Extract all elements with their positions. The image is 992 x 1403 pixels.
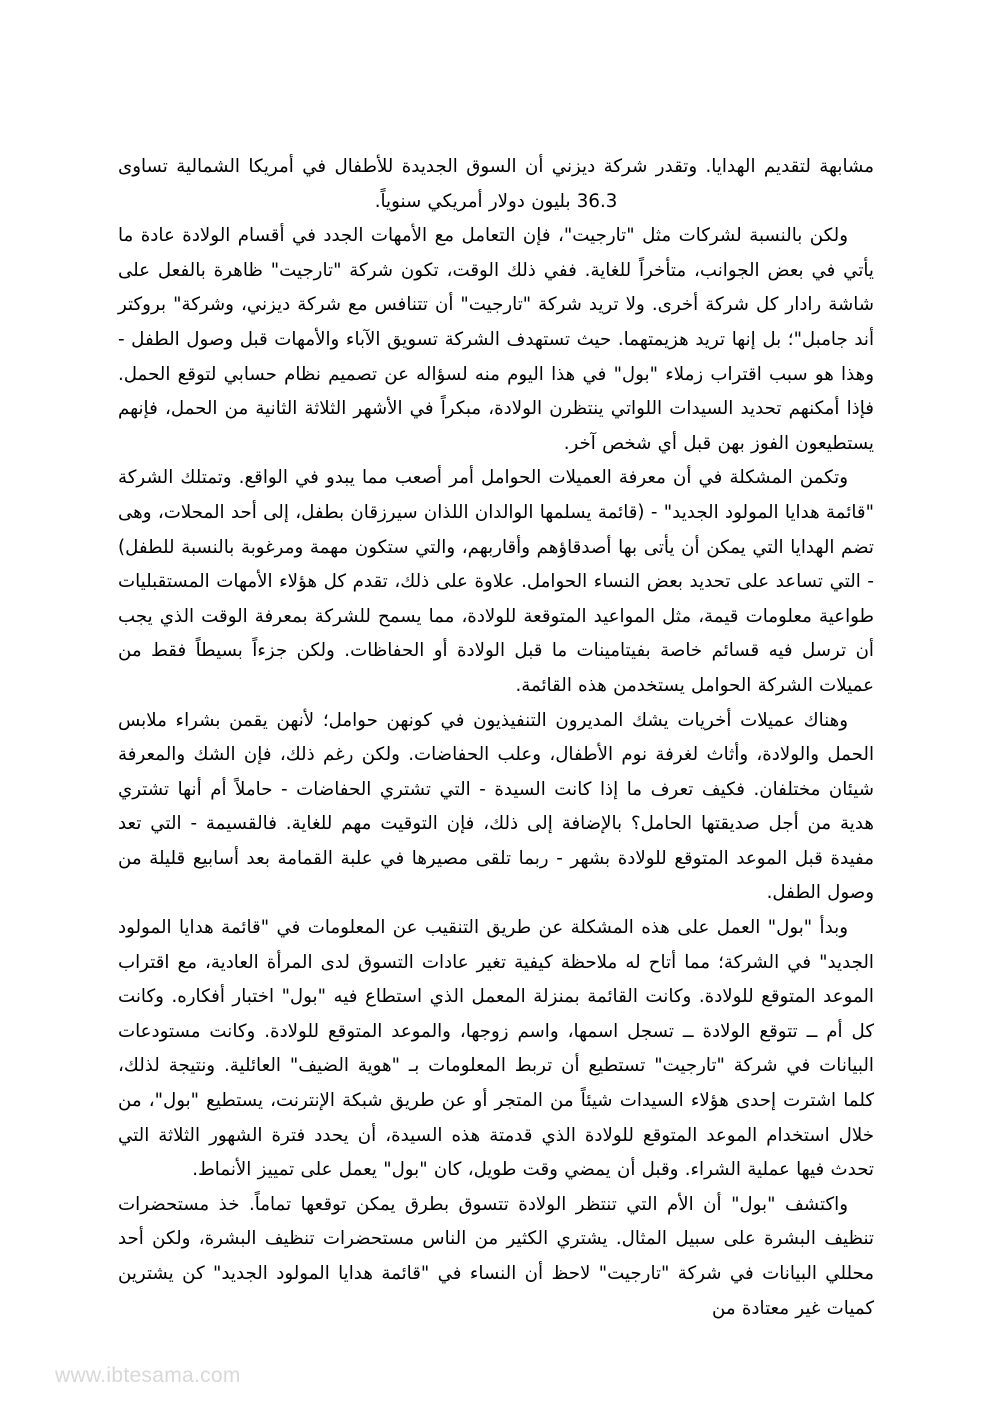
paragraph-3: وتكمن المشكلة في أن معرفة العميلات الحوامل أمر أصعب مما يبدو في الواقع. وتمتلك الشركة "قائمة هدايا المولود الجديد" - (قائمة يسلمها الوالدان اللذان سيرزقان بطفل، إلى أحد المحلات، وهى تضم الهدايا التي يمكن أن يأتى بها أصدقاؤهم وأقاربهم، والتي ستكون مهمة ومرغوبة بالنسبة للطفل) - التي تساعد على تحديد بعض النساء الحوامل. علاوة على ذلك، تقدم كل هؤلاء الأمهات المستقبليات طواعية معلومات قيمة، مثل المواعيد المتوقعة للولادة، مما يسمح للشركة بمعرفة الوقت الذي يجب أن ترسل فيه قسائم خاصة بفيتامينات ما قبل الولادة أو الحفاظات. ولكن جزءاً بسيطاً فقط من عميلات الشركة الحوامل يستخدمن هذه القائمة.: [118, 467, 874, 696]
paragraph-1: مشابهة لتقديم الهدايا. وتقدر شركة ديزني أن السوق الجديدة للأطفال في أمريكا الشمالية تساوى 36.3 بليون دولار أمريكي سنوياً.: [118, 156, 874, 212]
paragraph-5: وبدأ "بول" العمل على هذه المشكلة عن طريق التنقيب عن المعلومات في "قائمة هدايا المولود الجديد" في الشركة؛ مما أتاح له ملاحظة كيفية تغير عادات التسوق لدى المرأة العادية، مع اقتراب الموعد المتوقع للولادة. وكانت القائمة بمنزلة المعمل الذي استطاع فيه "بول" اختبار أفكاره. وكانت كل أم ــ تتوقع الولادة ــ تسجل اسمها، واسم زوجها، والموعد المتوقع للولادة. وكانت مستودعات البيانات في شركة "تارجيت" تستطيع أن تربط المعلومات بـ "هوية الضيف" العائلية. ونتيجة لذلك، كلما اشترت إحدى هؤلاء السيدات شيئاً من المتجر أو عن طريق شبكة الإنترنت، يستطيع "بول"، من خلال استخدام الموعد المتوقع للولادة الذي قدمتة هذه السيدة، أن يحدد فترة الشهور الثلاثة التي تحدث فيها عملية الشراء. وقبل أن يمضي وقت طويل، كان "بول" يعمل على تمييز الأنماط.: [118, 917, 874, 1181]
paragraph-4: وهناك عميلات أخريات يشك المديرون التنفيذيون في كونهن حوامل؛ لأنهن يقمن بشراء ملابس الحمل والولادة، وأثاث لغرفة نوم الأطفال، وعلب الحفاضات. ولكن رغم ذلك، فإن الشك والمعرفة شيئان مختلفان. فكيف تعرف ما إذا كانت السيدة - التي تشتري الحفاضات - حاملاً أم أنها تشتري هدية من أجل صديقتها الحامل؟ بالإضافة إلى ذلك، فإن التوقيت مهم للغاية. فالقسيمة - التي تعد مفيدة قبل الموعد المتوقع للولادة بشهر - ربما تلقى مصيرها في علبة القمامة بعد أسابيع قليلة من وصول الطفل.: [118, 709, 874, 904]
document-text-body: [118, 150, 874, 1326]
paragraph-6: واكتشف "بول" أن الأم التي تنتظر الولادة تتسوق بطرق يمكن توقعها تماماً. خذ مستحضرات تنظيف البشرة على سبيل المثال. يشتري الكثير من الناس مستحضرات تنظيف البشرة، ولكن أحد محللي البيانات في شركة "تارجيت" لاحظ أن النساء في "قائمة هدايا المولود الجديد" كن يشترين كميات غير معتادة من: [118, 1193, 874, 1319]
paragraph-2: ولكن بالنسبة لشركات مثل "تارجيت"، فإن التعامل مع الأمهات الجدد في أقسام الولادة عادة ما يأتي في بعض الجوانب، متأخراً للغاية. ففي ذلك الوقت، تكون شركة "تارجيت" ظاهرة بالفعل على شاشة رادار كل شركة أخرى. ولا تريد شركة "تارجيت" أن تتنافس مع شركة ديزني، وشركة" بروكتر أند جامبل"؛ بل إنها تريد هزيمتهما. حيث تستهدف الشركة تسويق الآباء والأمهات قبل وصول الطفل - وهذا هو سبب اقتراب زملاء "بول" في هذا اليوم منه لسؤاله عن تصميم نظام حسابي لتوقع الحمل. فإذا أمكنهم تحديد السيدات اللواتي ينتظرن الولادة، مبكراً في الأشهر الثلاثة الثانية من الحمل، فإنهم يستطيعون الفوز بهن قبل أي شخص آخر.: [118, 225, 874, 454]
site-watermark: www.ibtesama.com: [55, 1364, 241, 1387]
